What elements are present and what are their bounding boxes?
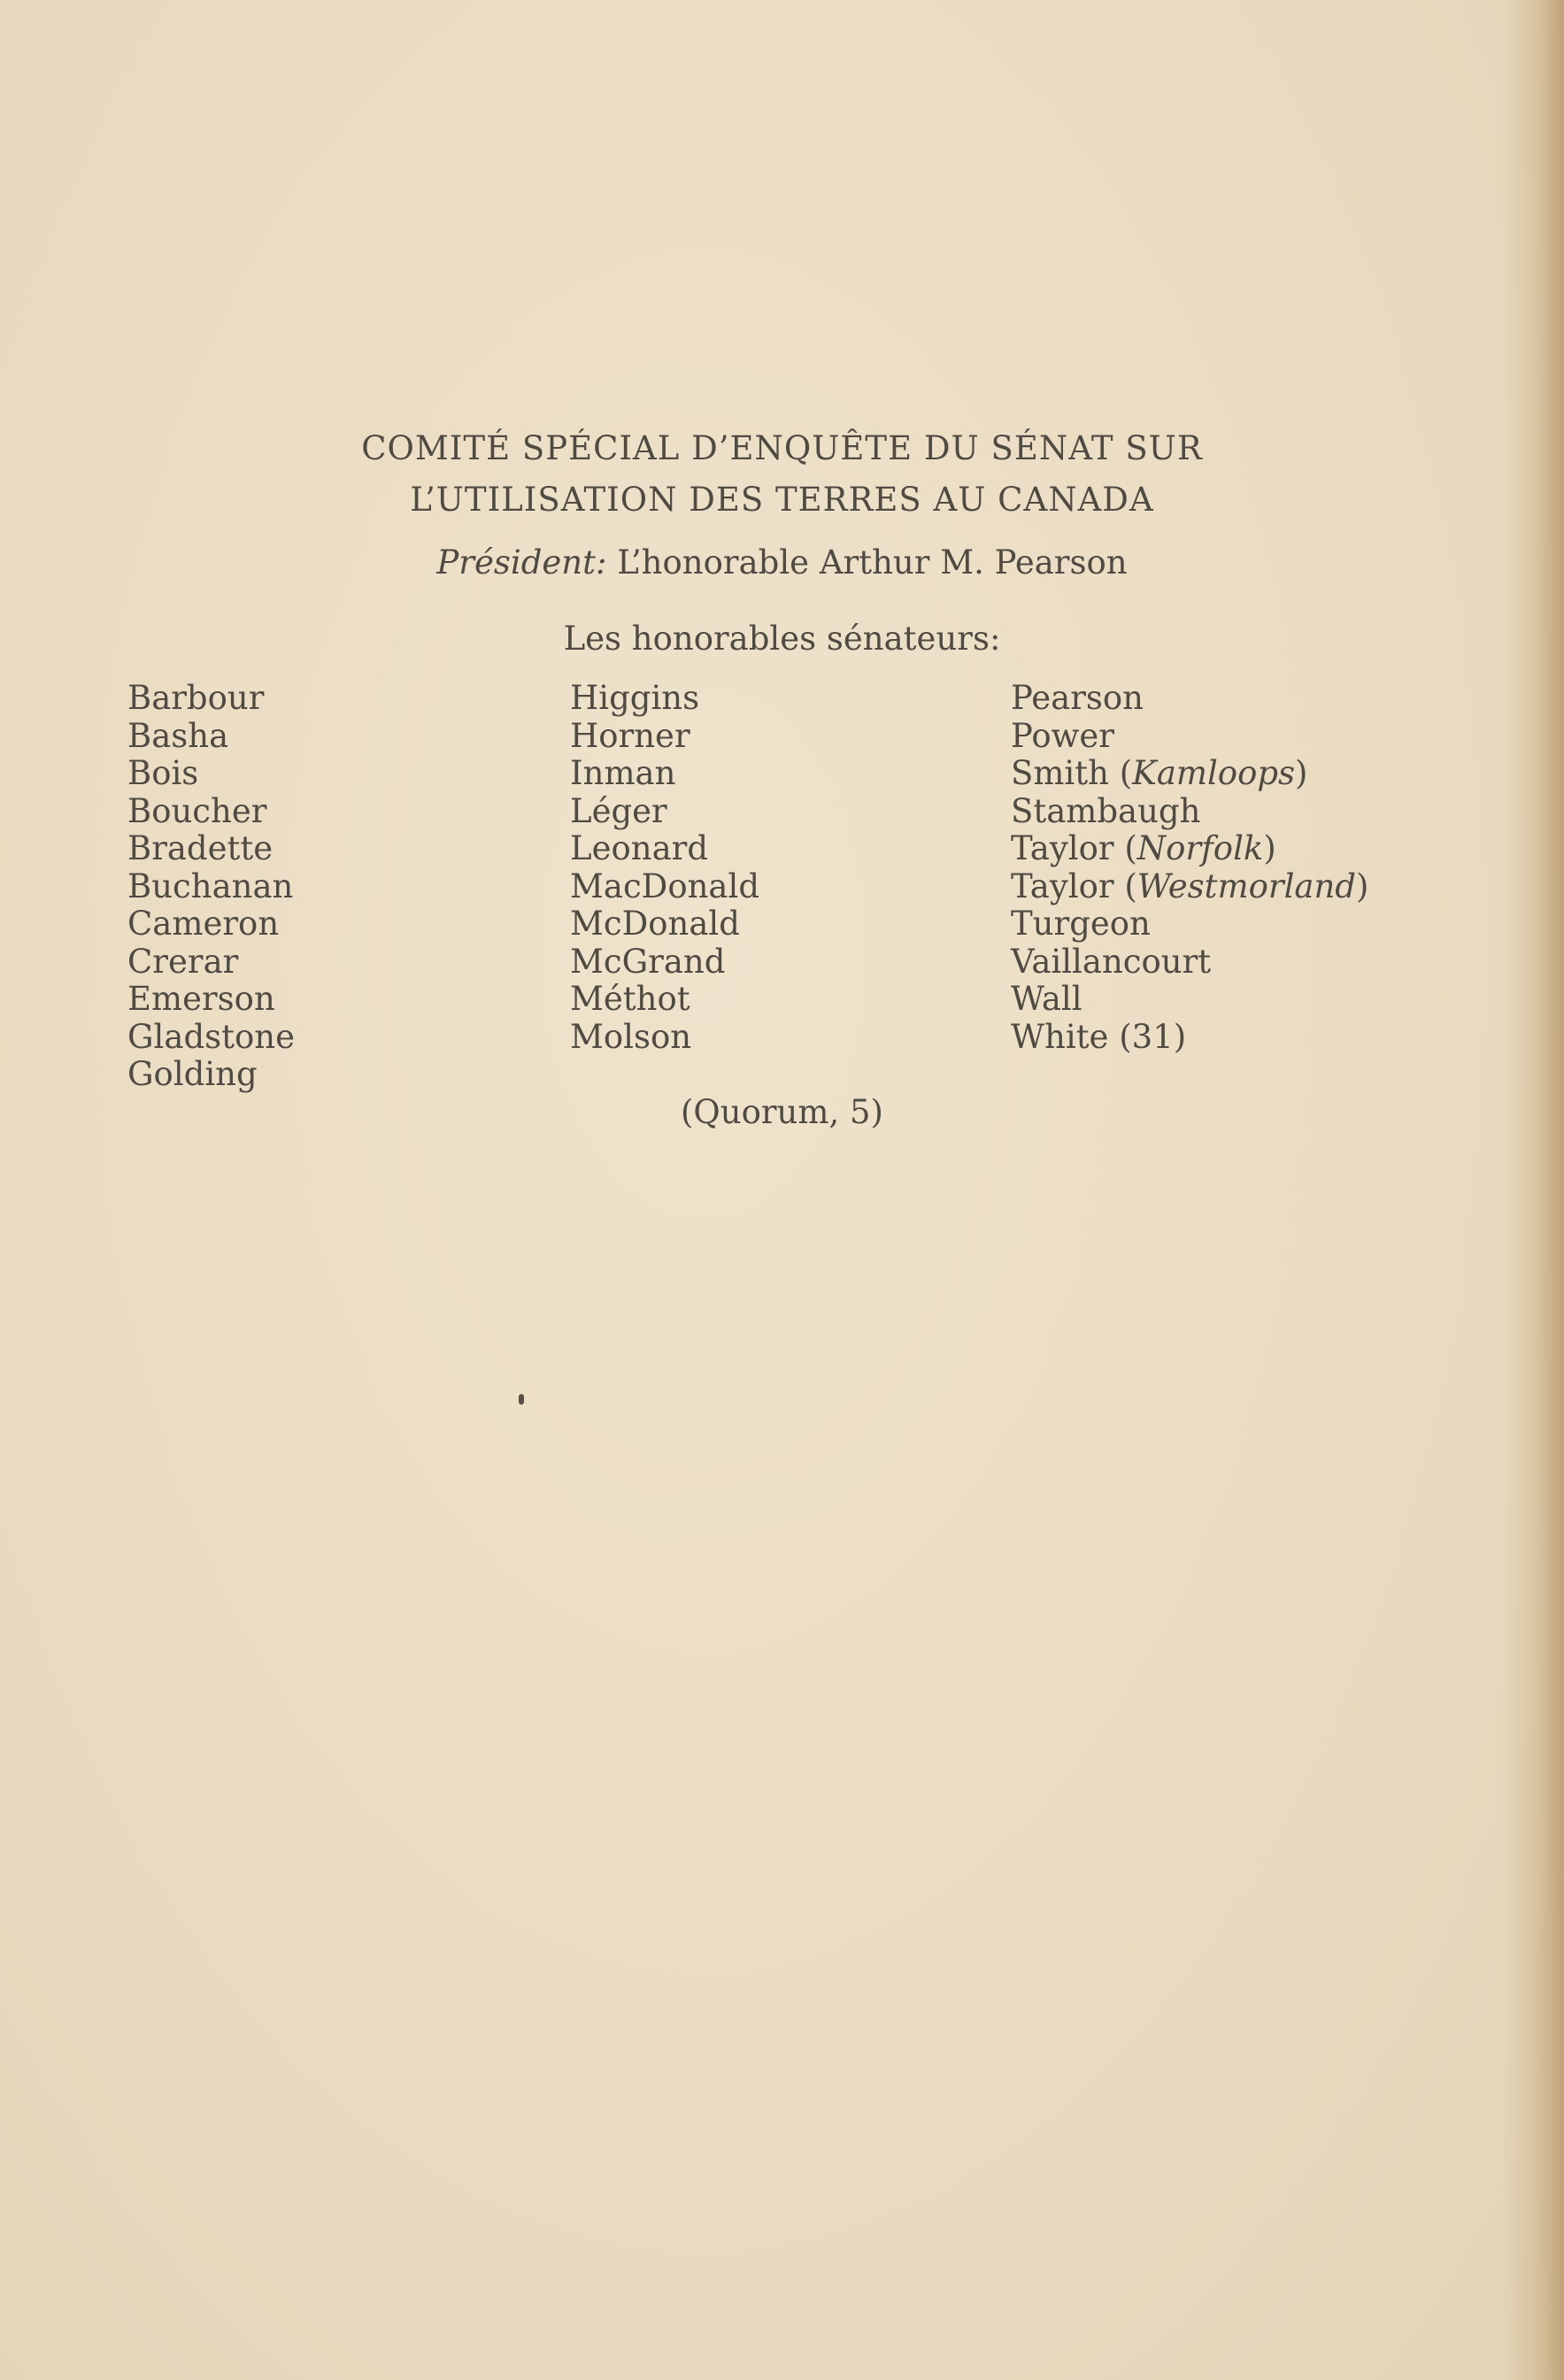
page-edge-shadow xyxy=(1502,0,1564,2380)
senator-name: Wall xyxy=(1011,980,1082,1018)
senator-name: Méthot xyxy=(570,980,690,1018)
senator-name: Cameron xyxy=(127,905,280,943)
senator-name: McDonald xyxy=(570,905,740,943)
senator-name: Higgins xyxy=(570,679,700,717)
ink-speck xyxy=(519,1394,524,1405)
committee-heading-line-2: L’UTILISATION DES TERRES AU CANADA xyxy=(410,481,1154,519)
senator-entry xyxy=(1011,755,1368,793)
senator-name: Pearson xyxy=(1011,679,1144,717)
president-label: Président: xyxy=(436,543,607,582)
senator-name: Bois xyxy=(127,754,199,792)
senators-column-3 xyxy=(1011,680,1368,1056)
senator-name: Horner xyxy=(570,716,690,755)
senator-name: Smith ( xyxy=(1011,754,1133,792)
senator-riding: Norfolk xyxy=(1136,829,1264,867)
senator-name: Bradette xyxy=(127,829,274,867)
senator-entry xyxy=(1011,868,1368,906)
senator-name: Léger xyxy=(570,791,667,830)
senator-name: Emerson xyxy=(127,980,275,1018)
senator-name: Leonard xyxy=(570,829,709,867)
senator-name: White (31) xyxy=(1011,1017,1187,1056)
senator-name: MacDonald xyxy=(570,867,760,905)
senator-name: Crerar xyxy=(127,942,239,981)
senator-name: Molson xyxy=(570,1017,692,1056)
senator-name: Taylor ( xyxy=(1011,829,1137,867)
committee-heading-line-1: COMITÉ SPÉCIAL D’ENQUÊTE DU SÉNAT SUR xyxy=(361,429,1203,467)
senator-riding: Kamloops xyxy=(1132,754,1296,792)
riding-close: ) xyxy=(1263,829,1276,867)
president-name: L’honorable Arthur M. Pearson xyxy=(617,543,1128,582)
senator-name: Taylor ( xyxy=(1011,867,1137,905)
senator-name: Buchanan xyxy=(127,867,294,905)
committee-heading xyxy=(0,423,1564,526)
president-line xyxy=(0,543,1564,582)
senator-name: Barbour xyxy=(127,679,265,717)
senator-entry xyxy=(1011,830,1368,868)
senators-label: Les honorables sénateurs: xyxy=(563,620,1001,658)
senator-name: Turgeon xyxy=(1011,905,1151,943)
senators-column-2 xyxy=(570,680,759,1056)
senator-name: Stambaugh xyxy=(1011,791,1201,830)
senator-name: Inman xyxy=(570,754,676,792)
senator-name: Gladstone xyxy=(127,1017,295,1056)
senator-riding: Westmorland xyxy=(1136,867,1356,905)
senator-name: Power xyxy=(1011,716,1114,755)
senator-name: Boucher xyxy=(127,791,267,830)
senator-name: McGrand xyxy=(570,942,726,981)
senator-name: Basha xyxy=(127,716,229,755)
quorum-note: (Quorum, 5) xyxy=(681,1093,883,1131)
riding-close: ) xyxy=(1295,754,1308,792)
senator-name: Golding xyxy=(127,1055,258,1093)
senators-column-1 xyxy=(127,680,295,1094)
riding-close: ) xyxy=(1356,867,1369,905)
senator-name: Vaillancourt xyxy=(1011,942,1212,981)
